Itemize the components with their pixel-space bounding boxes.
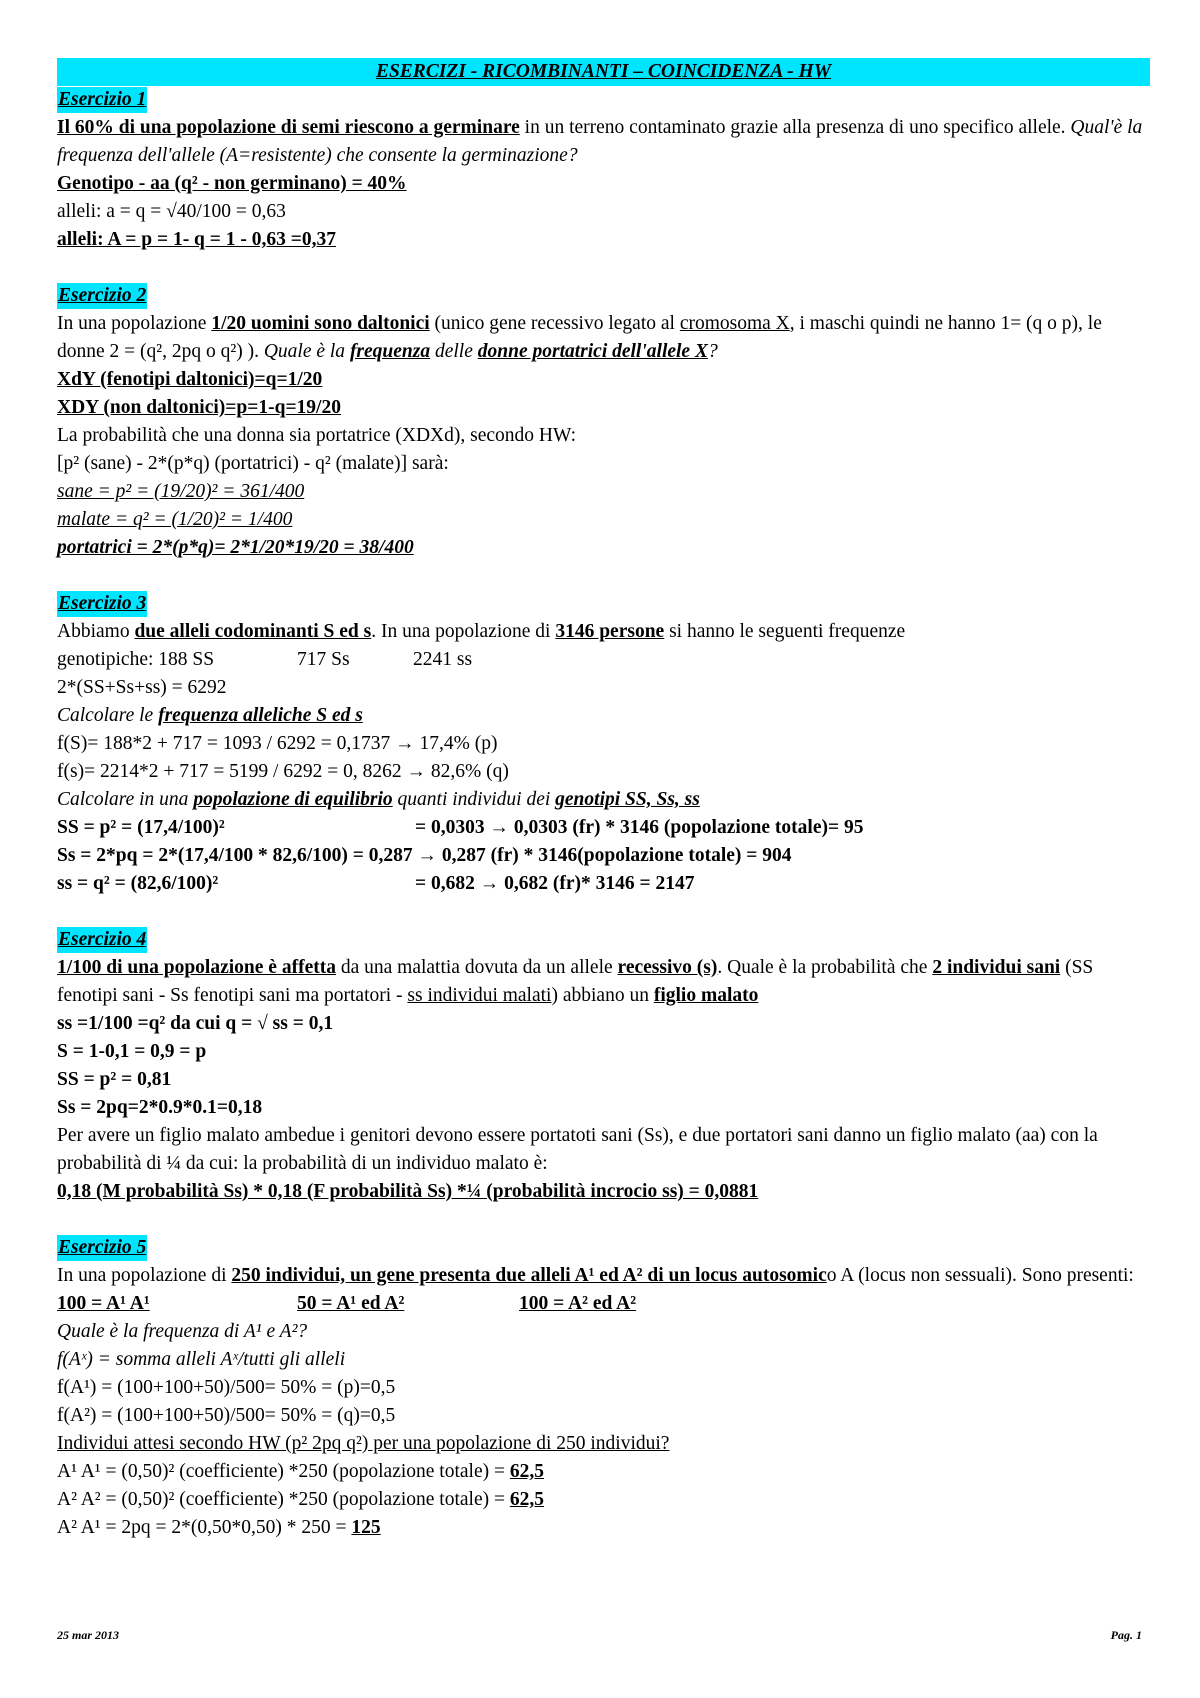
ex4-text-i: figlio malato [653, 985, 759, 1006]
ex5-l6-a: A¹ A¹ = (0,50)² (coefficiente) *250 (popolazione totale) = [57, 1461, 510, 1482]
ex3-line-5: f(s)= 2214*2 + 717 = 5199 / 6292 = 0, 8262 → 82,6% (q) [57, 761, 509, 782]
exercise-4-text [57, 954, 1150, 1010]
exercise-5 [57, 1234, 1150, 1542]
ex3-geno-ss-big: genotipiche: 188 SS [57, 649, 215, 670]
ex4-text-e: 2 individui sani [932, 957, 1061, 978]
ex4-line-3: SS = p² = 0,81 [57, 1069, 172, 1090]
ex1-question: Qual'è la frequenza dell'allele (A=resistente) che consente la germinazione? [57, 117, 1143, 166]
ex3-l6-a: Calcolare in una [57, 789, 194, 810]
ex2-line-7: portatrici = 2*(p*q)= 2*1/20*19/20 = 38/400 [57, 537, 414, 558]
ex3-l6-d: genotipi SS, Ss, ss [555, 789, 700, 810]
ex3-l3-b: frequenza alleliche S ed s [158, 705, 363, 726]
ex5-text-b: 250 individui, un gene presenta due alleli A¹ ed A² di un locus autosomic [231, 1265, 827, 1286]
exercise-2-heading: Esercizio 2 [57, 283, 147, 309]
ex3-line-7 [57, 814, 1150, 842]
ex4-text-h: ) abbiano un [551, 985, 654, 1006]
ex3-line-9 [57, 870, 1150, 898]
ex5-genotype-1: 100 = A¹ A¹ [57, 1293, 150, 1314]
ex2-line-2: XDY (non daltonici)=p=1-q=19/20 [57, 397, 341, 418]
ex2-text-d: cromosoma X [679, 313, 790, 334]
ex5-line-8 [57, 1514, 1150, 1542]
exercise-1-heading: Esercizio 1 [57, 87, 147, 113]
page-title: ESERCIZI - RICOMBINANTI – COINCIDENZA - HW [57, 58, 1150, 86]
ex5-l6-b: 62,5 [509, 1461, 544, 1482]
ex5-l7-a: A² A² = (0,50)² (coefficiente) *250 (popolazione totale) = [57, 1489, 510, 1510]
ex3-text-d: 3146 persone [555, 621, 665, 642]
ex3-l9-b: = 0,682 → 0,682 (fr)* 3146 = 2147 [415, 873, 695, 894]
exercise-1 [57, 86, 1150, 254]
ex4-text-d: . Quale è la probabilità che [717, 957, 933, 978]
footer-date: 25 mar 2013 [57, 1628, 120, 1642]
ex3-l9-a: ss = q² = (82,6/100)² [57, 873, 219, 894]
exercise-4 [57, 926, 1150, 1206]
ex5-line-6 [57, 1458, 1150, 1486]
ex4-text-c: recessivo (s) [617, 957, 718, 978]
ex3-geno-ss-mixed: 717 Ss [297, 649, 350, 670]
ex4-text-f: (SS fenotipi sani - Ss fenotipi sani ma portatori - [57, 957, 1094, 1006]
ex5-line-2: f(Aˣ) = somma alleli Aˣ/tutti gli alleli [57, 1349, 346, 1370]
ex1-line-2: alleli: a = q = √40/100 = 0,63 [57, 201, 286, 222]
ex3-genotypes [57, 646, 1150, 674]
ex2-text-i: donne portatrici dell'allele X [477, 341, 708, 362]
ex2-text-c: (unico gene recessivo legato al [429, 313, 680, 334]
ex5-line-7 [57, 1486, 1150, 1514]
ex3-line-6 [57, 786, 1150, 814]
ex2-text-b: 1/20 uomini sono daltonici [211, 313, 430, 334]
exercise-2-text [57, 310, 1150, 366]
document-body [57, 58, 1150, 1542]
ex5-line-3: f(A¹) = (100+100+50)/500= 50% = (p)=0,5 [57, 1377, 396, 1398]
exercise-3-heading: Esercizio 3 [57, 591, 147, 617]
ex3-text-a: Abbiamo [57, 621, 135, 642]
exercise-3 [57, 590, 1150, 898]
ex1-emphasis: Il 60% di una popolazione di semi riescono a germinare [57, 117, 520, 138]
ex1-line-3: alleli: A = p = 1- q = 1 - 0,63 =0,37 [57, 229, 336, 250]
ex2-text-g: frequenza [349, 341, 431, 362]
ex3-text-c: . In una popolazione di [371, 621, 556, 642]
ex5-line-4: f(A²) = (100+100+50)/500= 50% = (q)=0,5 [57, 1405, 396, 1426]
exercise-1-text [57, 114, 1150, 170]
ex1-line-1: Genotipo - aa (q² - non germinano) = 40% [57, 173, 407, 194]
ex4-text-b: da una malattia dovuta da un allele [335, 957, 618, 978]
ex3-l7-a: SS = p² = (17,4/100)² [57, 817, 225, 838]
ex3-text-e: si hanno le seguenti frequenze [664, 621, 906, 642]
ex5-genotype-2: 50 = A¹ ed A² [297, 1293, 405, 1314]
ex3-l6-b: popolazione di equilibrio [193, 789, 393, 810]
ex4-paragraph-2: Per avere un figlio malato ambedue i genitori devono essere portatoti sani (Ss), e due portatori sani danno un figlio malato (aa) con la probabilità di ¼ da cui: la probabilità di un individuo malato è: [57, 1125, 1098, 1174]
ex3-text-b: due alleli codominanti S ed s [134, 621, 372, 642]
ex3-line-3 [57, 702, 1150, 730]
ex2-line-6: malate = q² = (1/20)² = 1/400 [57, 509, 293, 530]
ex2-text-a: In una popolazione [57, 313, 212, 334]
ex4-text-g: ss individui malati [407, 985, 552, 1006]
ex3-line-8: Ss = 2*pq = 2*(17,4/100 * 82,6/100) = 0,287 → 0,287 (fr) * 3146(popolazione totale) = 904 [57, 845, 792, 866]
ex5-line-5: Individui attesi secondo HW (p² 2pq q²) per una popolazione di 250 individui? [57, 1433, 670, 1454]
ex3-intro [57, 618, 1150, 646]
ex3-line-4: f(S)= 188*2 + 717 = 1093 / 6292 = 0,1737 → 17,4% (p) [57, 733, 498, 754]
ex5-genotype-3: 100 = A² ed A² [519, 1293, 637, 1314]
exercise-4-heading: Esercizio 4 [57, 927, 147, 953]
ex5-l8-a: A² A¹ = 2pq = 2*(0,50*0,50) * 250 = [57, 1517, 352, 1538]
ex2-line-4: [p² (sane) - 2*(p*q) (portatrici) - q² (malate)] sarà: [57, 453, 449, 474]
ex5-text-a: In una popolazione di [57, 1265, 232, 1286]
ex3-l6-c: quanti individui dei [392, 789, 556, 810]
exercise-2 [57, 282, 1150, 562]
ex4-l5-a: 0,18 (M probabilità Ss) * 0,18 (F probabilità Ss) *¼ (probabilità incrocio ss) = [57, 1181, 705, 1202]
ex2-text-h: delle [430, 341, 478, 362]
ex4-line-5 [57, 1178, 1150, 1206]
ex2-line-1: XdY (fenotipi daltonici)=q=1/20 [57, 369, 323, 390]
exercise-5-text [57, 1262, 1150, 1318]
ex4-text-a: 1/100 di una popolazione è affetta [57, 957, 336, 978]
ex5-l8-b: 125 [351, 1517, 381, 1538]
ex5-line-1: Quale è la frequenza di A¹ e A²? [57, 1321, 308, 1342]
ex4-line-4: Ss = 2pq=2*0.9*0.1=0,18 [57, 1097, 263, 1118]
ex3-line-2: 2*(SS+Ss+ss) = 6292 [57, 677, 227, 698]
ex3-l7-b: = 0,0303 → 0,0303 (fr) * 3146 (popolazione totale)= 95 [415, 817, 864, 838]
exercise-5-heading: Esercizio 5 [57, 1235, 147, 1261]
footer-page-number: Pag. 1 [1110, 1628, 1142, 1642]
ex3-l3-a: Calcolare le [57, 705, 159, 726]
ex1-text: in un terreno contaminato grazie alla presenza di uno specifico allele. [519, 117, 1071, 138]
ex4-line-2: S = 1-0,1 = 0,9 = p [57, 1041, 207, 1062]
ex4-l5-b: 0,0881 [704, 1181, 759, 1202]
ex2-line-3: La probabilità che una donna sia portatrice (XDXd), secondo HW: [57, 425, 577, 446]
ex5-l7-b: 62,5 [509, 1489, 544, 1510]
ex2-line-5: sane = p² = (19/20)² = 361/400 [57, 481, 305, 502]
ex4-line-1: ss =1/100 =q² da cui q = √ ss = 0,1 [57, 1013, 334, 1034]
ex5-text-c: o A (locus non sessuali). Sono presenti: [826, 1265, 1134, 1286]
ex2-text-f: Quale è la [263, 341, 350, 362]
ex2-text-j: ? [707, 341, 718, 362]
ex3-geno-ss-small: 2241 ss [413, 649, 473, 670]
ex2-text-e: , i maschi quindi ne hanno 1= (q o p), le donne 2 = (q², 2pq o q²) ). [57, 313, 1102, 362]
